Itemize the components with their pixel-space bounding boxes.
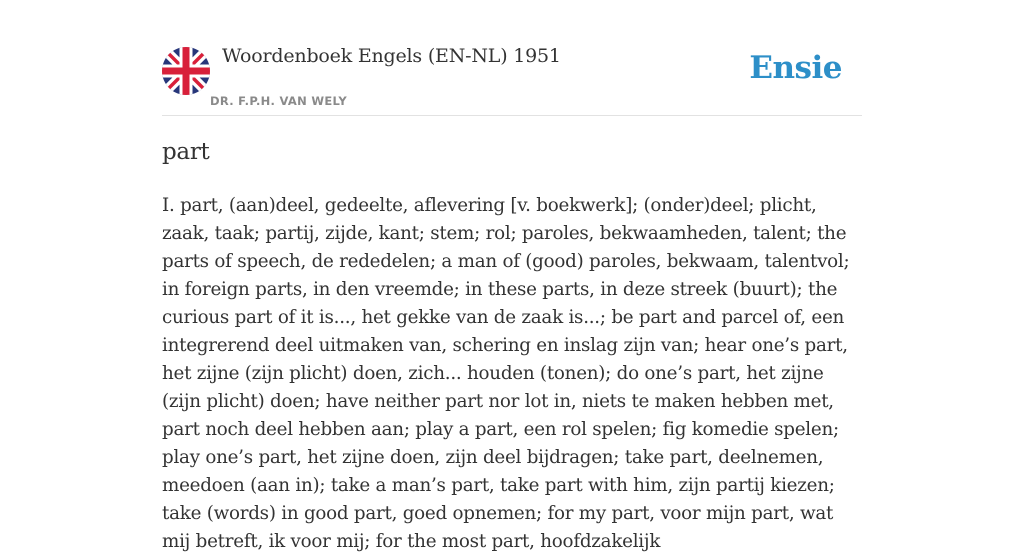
content-container — [162, 0, 862, 552]
dictionary-author: DR. F.P.H. VAN WELY — [210, 94, 347, 108]
dictionary-title[interactable]: Woordenboek Engels (EN-NL) 1951 — [222, 45, 561, 67]
entry-headword: part — [162, 139, 210, 165]
uk-flag-icon — [162, 47, 210, 95]
entry-definition: I. part, (aan)deel, gedeelte, aflevering [v. boekwerk]; (onder)deel; plicht, zaak, taak; partij, zijde, kant; stem; rol; paroles, bekwaamheden, talent; the parts of speech, de rededelen; a man of (good) paroles, bekwaam, talentvol; in foreign parts, in den vreemde; in these parts, in deze streek (buurt); the curious part of it is..., het gekke van de zaak is...; be part and parcel of, een integrerend deel uitmaken van, schering en inslag zijn van; hear one’s part, het zijne (zijn plicht) doen, zich... houden (tonen); do one’s part, het zijne (zijn plicht) doen; have neither part nor lot in, niets te maken hebben met, part noch deel hebben aan; play a part, een rol spelen; fig komedie spelen; play one’s part, het zijne doen, zijn deel bijdragen; take part, deelnemen, meedoen (aan in); take a man’s part, take part with him, zijn partij kiezen; take (words) in good part, goed opnemen; for my part, voor mijn part, wat mij betreft, ik voor mij; for the most part, hoofdzakelijk — [162, 195, 850, 552]
dictionary-header — [162, 0, 862, 116]
ensie-logo-link[interactable]: Ensie — [749, 50, 842, 86]
